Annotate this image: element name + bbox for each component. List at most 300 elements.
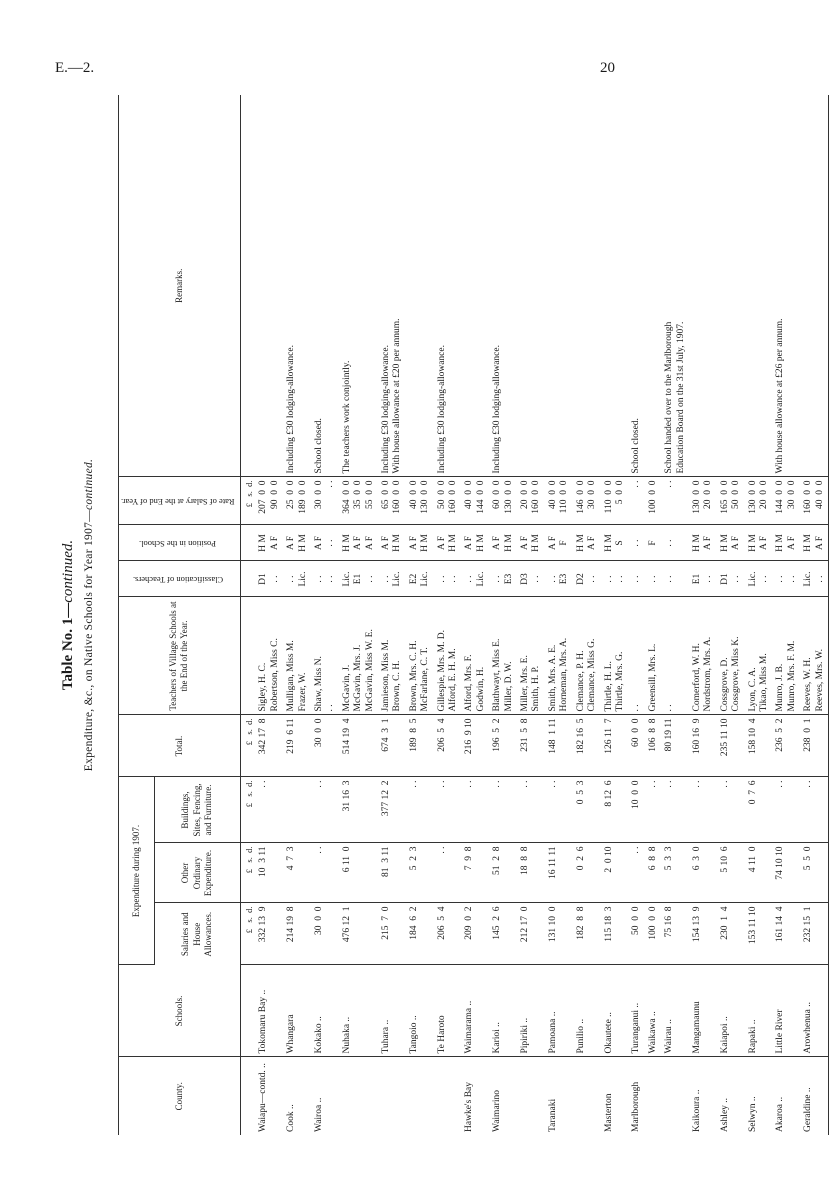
teachers-cell: [717, 597, 745, 715]
teachers-cell: [689, 597, 717, 715]
buildings-cell: . .: [517, 777, 545, 843]
other-expenditure-cell: 81 3 11: [378, 843, 406, 903]
rate-line: 40 0 0: [464, 480, 475, 509]
remarks-cell: [745, 95, 773, 477]
unit-label: £ s. d.: [240, 777, 255, 843]
salaries-cell: 154 13 9: [689, 903, 717, 965]
table-row: [406, 95, 434, 1135]
rate-line: 160 0 0: [392, 480, 403, 514]
unit-label: £ s. d.: [240, 715, 255, 777]
salaries-cell: 161 14 4: [772, 903, 800, 965]
table-row: [517, 95, 545, 1135]
rate-cell: [628, 477, 644, 525]
position-line: A F: [381, 536, 392, 550]
other-expenditure-cell: 6 3 0: [689, 843, 717, 903]
county-cell: Akaroa ..: [775, 1096, 786, 1132]
teachers-line: Shaw, Miss N.: [313, 656, 324, 712]
teachers-line: Thirtle, H. L.: [603, 661, 614, 712]
position-line: H M: [420, 534, 431, 552]
classification-line: . .: [814, 575, 825, 583]
county-cell: [573, 1057, 601, 1135]
county-cell: Selwyn ..: [747, 1096, 758, 1132]
rate-line: . .: [325, 480, 336, 488]
teachers-line: Clemance, P. H.: [575, 650, 586, 712]
total-cell: 60 0 0: [628, 715, 644, 777]
teachers-line: Alford, E. H. M.: [448, 648, 459, 712]
remarks-cell: [339, 95, 378, 477]
position-line: . .: [664, 539, 675, 547]
header-schools: Schools.: [119, 965, 241, 1057]
teachers-line: McGavin, J.: [341, 664, 352, 712]
classification-line: E3: [559, 573, 570, 585]
remarks-line: School closed.: [313, 418, 324, 474]
position-cell: [255, 525, 283, 561]
buildings-cell: . .: [645, 777, 661, 843]
classification-cell: [628, 561, 644, 597]
position-line: A F: [814, 536, 825, 550]
salaries-cell: 332 13 9: [255, 903, 283, 965]
rate-cell: [717, 477, 745, 525]
teachers-line: Frazer, W.: [297, 672, 308, 712]
other-expenditure-cell: 18 8 8: [517, 843, 545, 903]
salaries-cell: 30 0 0: [311, 903, 339, 965]
rate-cell: [745, 477, 773, 525]
remarks-cell: [255, 95, 283, 477]
rate-line: 50 0 0: [436, 480, 447, 509]
classification-line: Lic.: [297, 571, 308, 587]
buildings-cell: . .: [545, 777, 573, 843]
classification-line: . .: [614, 575, 625, 583]
remarks-line: Including £30 lodging-allowance.: [492, 345, 503, 474]
total-cell: 148 1 11: [545, 715, 573, 777]
position-cell: [378, 525, 406, 561]
rate-line: 364 0 0: [341, 480, 352, 514]
rotated-table-region: [60, 95, 825, 1135]
classification-line: . .: [313, 575, 324, 583]
rate-cell: [339, 477, 378, 525]
rate-line: 30 0 0: [786, 480, 797, 509]
header-remarks: Remarks.: [119, 95, 241, 477]
teachers-line: Godwin, H.: [475, 666, 486, 712]
position-cell: [434, 525, 462, 561]
position-line: F: [647, 540, 658, 546]
table-row: [378, 95, 406, 1135]
rate-cell: [772, 477, 800, 525]
classification-line: Lic.: [420, 571, 431, 587]
other-expenditure-cell: 5 3 3: [661, 843, 689, 903]
classification-cell: [517, 561, 545, 597]
total-cell: 206 5 4: [434, 715, 462, 777]
position-line: A F: [758, 536, 769, 550]
teachers-line: Miller, Mrs. E.: [520, 655, 531, 712]
county-cell: [645, 1057, 661, 1135]
rate-line: 30 0 0: [313, 480, 324, 509]
classification-cell: [406, 561, 434, 597]
position-line: H M: [775, 534, 786, 552]
classification-cell: [545, 561, 573, 597]
teachers-line: Lyon, C. A.: [747, 667, 758, 712]
total-cell: 182 16 5: [573, 715, 601, 777]
rate-line: 130 0 0: [691, 480, 702, 514]
remarks-line: Including £30 lodging-allowance.: [436, 345, 447, 474]
school-cell: Te Haroto: [434, 965, 462, 1057]
teachers-line: Greensill, Mrs. L.: [647, 643, 658, 712]
classification-line: . .: [492, 575, 503, 583]
salaries-cell: 206 5 4: [434, 903, 462, 965]
rate-cell: [800, 477, 828, 525]
teachers-line: Alford, Mrs. F.: [464, 654, 475, 712]
classification-line: Lic.: [475, 571, 486, 587]
rate-cell: [573, 477, 601, 525]
rate-line: 65 0 0: [381, 480, 392, 509]
salaries-cell: 209 0 2: [461, 903, 489, 965]
position-line: H M: [719, 534, 730, 552]
teachers-line: Cossgrove, Miss K.: [731, 636, 742, 712]
remarks-cell: [800, 95, 828, 477]
total-cell: 514 19 4: [339, 715, 378, 777]
other-expenditure-cell: 4 11 0: [745, 843, 773, 903]
other-expenditure-cell: 4 7 3: [283, 843, 311, 903]
rate-line: 130 0 0: [420, 480, 431, 514]
teachers-line: McFarlane, C. T.: [420, 647, 431, 712]
position-line: A F: [547, 536, 558, 550]
teachers-cell: [601, 597, 629, 715]
table-row: [645, 95, 661, 1135]
county-cell: Hawke's Bay: [464, 1082, 475, 1132]
teachers-cell: [517, 597, 545, 715]
classification-cell: [745, 561, 773, 597]
classification-line: . .: [664, 575, 675, 583]
rate-line: 50 0 0: [731, 480, 742, 509]
position-line: A F: [286, 536, 297, 550]
rate-cell: [545, 477, 573, 525]
remarks-cell: [689, 95, 717, 477]
header-county: County.: [119, 1057, 241, 1135]
classification-line: E1: [691, 573, 702, 585]
rate-cell: [461, 477, 489, 525]
rate-line: 160 0 0: [448, 480, 459, 514]
salaries-cell: 214 19 8: [283, 903, 311, 965]
county-cell: Waimarino: [492, 1090, 503, 1132]
teachers-cell: [573, 597, 601, 715]
rate-cell: [434, 477, 462, 525]
teachers-cell: [406, 597, 434, 715]
other-expenditure-cell: 0 2 6: [573, 843, 601, 903]
table-row: [661, 95, 689, 1135]
total-cell: 235 11 10: [717, 715, 745, 777]
salaries-cell: 212 17 0: [517, 903, 545, 965]
teachers-line: Smith, H. P.: [531, 665, 542, 712]
position-line: H M: [575, 534, 586, 552]
teachers-line: McGavin, Miss W. E.: [364, 629, 375, 712]
position-cell: [661, 525, 689, 561]
teachers-line: . .: [664, 704, 675, 712]
total-cell: 158 10 4: [745, 715, 773, 777]
position-line: A F: [313, 536, 324, 550]
buildings-cell: . .: [800, 777, 828, 843]
position-line: . .: [325, 539, 336, 547]
position-line: A F: [269, 536, 280, 550]
rate-cell: [311, 477, 339, 525]
classification-line: . .: [448, 575, 459, 583]
teachers-cell: [434, 597, 462, 715]
table-row: [339, 95, 378, 1135]
teachers-line: Comerford, W. H.: [691, 643, 702, 712]
total-cell: 106 8 8: [645, 715, 661, 777]
buildings-cell: 0 5 3: [573, 777, 601, 843]
buildings-cell: 10 0 0: [628, 777, 644, 843]
buildings-cell: . .: [689, 777, 717, 843]
remarks-cell: [489, 95, 517, 477]
school-cell: Karioi ..: [489, 965, 517, 1057]
table-title-line2: Expenditure, &c., on Native Schools for Year 1907—continued.: [83, 458, 95, 772]
position-line: A F: [464, 536, 475, 550]
remarks-cell: [545, 95, 573, 477]
school-cell: Arowhenua ..: [800, 965, 828, 1057]
rate-line: 30 0 0: [587, 480, 598, 509]
teachers-line: . .: [325, 704, 336, 712]
classification-line: D1: [258, 573, 269, 585]
school-cell: Tuhara ..: [378, 965, 406, 1057]
other-expenditure-cell: . .: [311, 843, 339, 903]
county-cell: [517, 1057, 545, 1135]
buildings-cell: 31 16 3: [339, 777, 378, 843]
remarks-cell: [645, 95, 661, 477]
county-cell: [378, 1057, 406, 1135]
classification-line: . .: [286, 575, 297, 583]
header-teachers: Teachers of Village Schools at the End of the Year.: [119, 597, 241, 715]
header-total: Total.: [119, 715, 241, 777]
other-expenditure-cell: . .: [434, 843, 462, 903]
school-cell: Wairau ..: [661, 965, 689, 1057]
salaries-cell: 182 8 8: [573, 903, 601, 965]
classification-cell: [283, 561, 311, 597]
county-cell: Geraldine ..: [803, 1087, 814, 1132]
total-cell: 80 19 11: [661, 715, 689, 777]
teachers-cell: [661, 597, 689, 715]
salaries-cell: 232 15 1: [800, 903, 828, 965]
other-expenditure-cell: 5 2 3: [406, 843, 434, 903]
report-reference: E.—2.: [55, 60, 95, 76]
teachers-cell: [283, 597, 311, 715]
rate-line: 110 0 0: [603, 480, 614, 514]
remarks-line: Education Board on the 31st July, 1907.: [675, 321, 686, 474]
remarks-cell: [283, 95, 311, 477]
remarks-cell: [772, 95, 800, 477]
classification-line: . .: [775, 575, 786, 583]
header-buildings: Buildings, Sites, Fencing, and Furniture.: [154, 777, 240, 843]
position-line: A F: [408, 536, 419, 550]
salaries-cell: 184 6 2: [406, 903, 434, 965]
teachers-cell: [489, 597, 517, 715]
classification-line: . .: [786, 575, 797, 583]
other-expenditure-cell: 6 8 8: [645, 843, 661, 903]
county-cell: Masterton: [603, 1093, 614, 1132]
buildings-cell: 8 12 6: [601, 777, 629, 843]
classification-line: . .: [436, 575, 447, 583]
remarks-line: With house allowance at £20 per annum.: [392, 318, 403, 474]
position-line: A F: [353, 536, 364, 550]
other-expenditure-cell: 7 9 8: [461, 843, 489, 903]
other-expenditure-cell: . .: [628, 843, 644, 903]
table-row: [745, 95, 773, 1135]
teachers-line: Munro, J. B.: [775, 663, 786, 712]
salaries-cell: 131 10 0: [545, 903, 573, 965]
position-line: S: [614, 540, 625, 546]
unit-label: £ s. d.: [240, 843, 255, 903]
teachers-line: Thirtle, Mrs. G.: [614, 651, 625, 712]
classification-cell: [378, 561, 406, 597]
school-cell: Mangamaunu: [689, 965, 717, 1057]
teachers-cell: [339, 597, 378, 715]
classification-line: . .: [587, 575, 598, 583]
teachers-line: Miller, D. W.: [503, 661, 514, 712]
units-row: [240, 95, 255, 1135]
position-cell: [772, 525, 800, 561]
teachers-line: Brown, Mrs. C. H.: [408, 640, 419, 712]
unit-label: £ s. d.: [240, 903, 255, 965]
other-expenditure-cell: 10 3 11: [255, 843, 283, 903]
other-expenditure-cell: 6 11 0: [339, 843, 378, 903]
classification-line: Lic.: [803, 571, 814, 587]
total-cell: 231 5 8: [517, 715, 545, 777]
total-cell: 219 6 11: [283, 715, 311, 777]
county-cell: [339, 1057, 378, 1135]
classification-cell: [689, 561, 717, 597]
teachers-line: Cossgrove, D.: [719, 657, 730, 712]
salaries-cell: 476 12 1: [339, 903, 378, 965]
total-cell: 126 11 7: [601, 715, 629, 777]
remarks-cell: [628, 95, 644, 477]
teachers-line: Reeves, Mrs. W.: [814, 648, 825, 712]
remarks-line: School handed over to the Marlborough: [664, 321, 675, 474]
salaries-cell: 75 16 8: [661, 903, 689, 965]
remarks-cell: [601, 95, 629, 477]
school-cell: Pamoana ..: [545, 965, 573, 1057]
position-cell: [461, 525, 489, 561]
classification-cell: [255, 561, 283, 597]
rate-line: 146 0 0: [575, 480, 586, 514]
table-title: [60, 95, 95, 1135]
table-row: [461, 95, 489, 1135]
classification-line: . .: [631, 575, 642, 583]
other-expenditure-cell: 74 10 10: [772, 843, 800, 903]
rate-line: 20 0 0: [703, 480, 714, 509]
table-row: [545, 95, 573, 1135]
position-line: H M: [392, 534, 403, 552]
buildings-cell: 377 12 2: [378, 777, 406, 843]
classification-cell: [489, 561, 517, 597]
position-cell: [283, 525, 311, 561]
rate-cell: [489, 477, 517, 525]
table-row: [800, 95, 828, 1135]
classification-cell: [717, 561, 745, 597]
table-row: [628, 95, 644, 1135]
page-header: [55, 60, 615, 80]
position-cell: [339, 525, 378, 561]
teachers-line: Reeves, W. H.: [803, 657, 814, 712]
county-cell: Wairoa ..: [313, 1097, 324, 1132]
buildings-cell: . .: [461, 777, 489, 843]
rate-line: 20 0 0: [520, 480, 531, 509]
rate-line: 189 0 0: [297, 480, 308, 514]
position-line: H M: [747, 534, 758, 552]
position-cell: [689, 525, 717, 561]
rate-line: 25 0 0: [286, 480, 297, 509]
classification-cell: [434, 561, 462, 597]
teachers-line: Brown, C. H.: [392, 660, 403, 712]
total-cell: 674 3 1: [378, 715, 406, 777]
rate-line: 40 0 0: [814, 480, 825, 509]
rate-cell: [255, 477, 283, 525]
buildings-cell: . .: [717, 777, 745, 843]
position-line: A F: [520, 536, 531, 550]
classification-line: . .: [364, 575, 375, 583]
rate-line: 160 0 0: [803, 480, 814, 514]
classification-cell: [645, 561, 661, 597]
classification-line: Lic.: [747, 571, 758, 587]
position-line: A F: [731, 536, 742, 550]
classification-cell: [800, 561, 828, 597]
classification-line: . .: [703, 575, 714, 583]
table-row: [434, 95, 462, 1135]
rate-line: 55 0 0: [364, 480, 375, 509]
teachers-line: McGavin, Mrs. J.: [353, 644, 364, 712]
other-expenditure-cell: 5 5 0: [800, 843, 828, 903]
position-line: H M: [531, 534, 542, 552]
salaries-cell: 215 7 0: [378, 903, 406, 965]
classification-cell: [311, 561, 339, 597]
rate-line: 130 0 0: [747, 480, 758, 514]
teachers-cell: [628, 597, 644, 715]
remarks-line: With house allowance at £26 per annum.: [775, 318, 786, 474]
table-row: [255, 95, 283, 1135]
table-title-line1: Table No. 1—continued.: [60, 539, 76, 691]
teachers-line: Horneman, Mrs. A.: [559, 637, 570, 712]
classification-line: . .: [325, 575, 336, 583]
position-cell: [601, 525, 629, 561]
position-line: A F: [436, 536, 447, 550]
county-cell: Cook ..: [286, 1104, 297, 1132]
classification-line: . .: [758, 575, 769, 583]
rate-line: 90 0 0: [269, 480, 280, 509]
salaries-cell: 153 11 10: [745, 903, 773, 965]
classification-line: D1: [719, 573, 730, 585]
rate-cell: [378, 477, 406, 525]
position-line: H M: [503, 534, 514, 552]
position-line: H M: [448, 534, 459, 552]
school-cell: Little River: [772, 965, 800, 1057]
header-position: Position in the School.: [119, 525, 241, 561]
teachers-cell: [545, 597, 573, 715]
unit-label: £ s. d.: [240, 477, 255, 525]
teachers-cell: [255, 597, 283, 715]
teachers-line: Munro, Mrs. F. M.: [786, 640, 797, 712]
remarks-line: Including £30 lodging-allowance.: [286, 345, 297, 474]
table-row: [283, 95, 311, 1135]
classification-line: E1: [353, 573, 364, 585]
position-line: A F: [492, 536, 503, 550]
school-cell: Kokako ..: [311, 965, 339, 1057]
table-row: [573, 95, 601, 1135]
rate-cell: [661, 477, 689, 525]
other-expenditure-cell: 2 0 10: [601, 843, 629, 903]
position-line: A F: [703, 536, 714, 550]
buildings-cell: . .: [489, 777, 517, 843]
classification-cell: [661, 561, 689, 597]
position-cell: [645, 525, 661, 561]
buildings-cell: . .: [434, 777, 462, 843]
